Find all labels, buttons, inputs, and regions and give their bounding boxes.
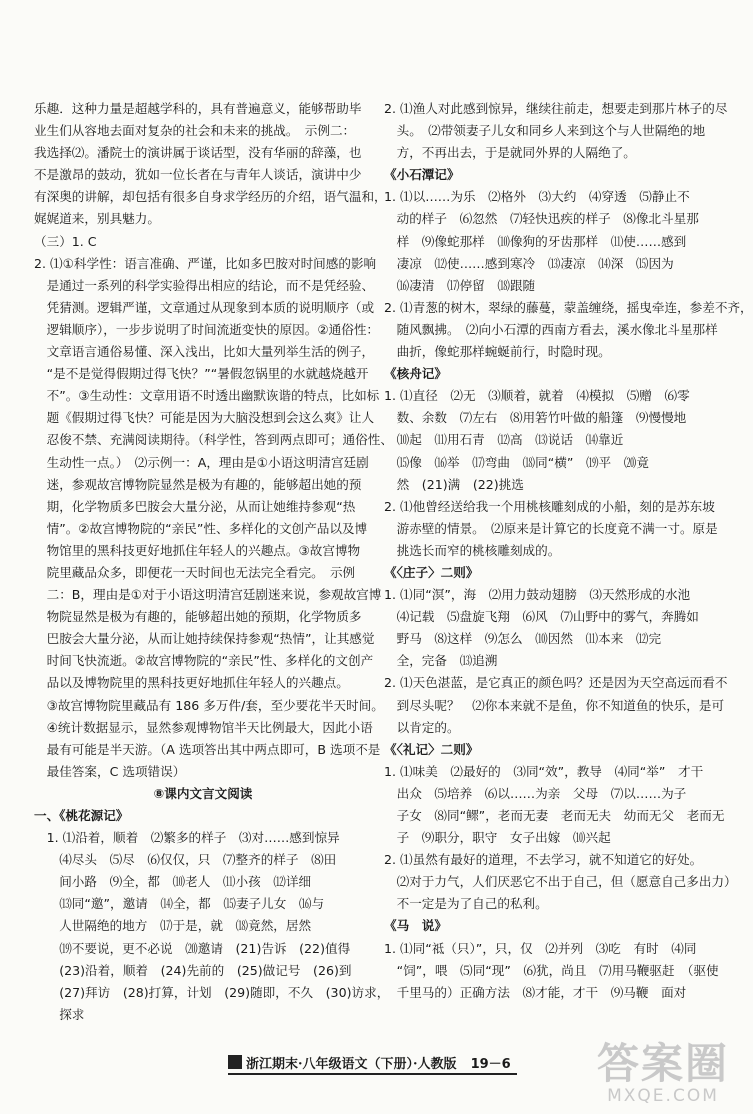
text-line: 娓娓道来，别具魅力。 xyxy=(34,211,160,227)
text-line: 题《假期过得飞快？可能是因为大脑没想到会这么爽》让人 xyxy=(34,410,375,426)
text-line: 子女 ⑻同“鳏”，老而无妻 老而无夫 幼而无父 老而无 xyxy=(384,808,725,823)
text-line: 曲折，像蛇那样蜿蜒前行，时隐时现。 xyxy=(384,344,611,360)
text-line: 1. ⑴味美 ⑵最好的 ⑶同“效”，教导 ⑷同“举” 才干 xyxy=(384,763,704,779)
text-line: 凭猜测。逻辑严谨，文章通过从现象到本质的说明顺序（或 xyxy=(34,299,375,315)
text-line: 文章语言通俗易懂、深入浅出，比如大量列举生活的例子， xyxy=(34,344,375,360)
text-line: 最有可能是半天游。（A 选项答出其中两点即可，B 选项不是 xyxy=(34,741,381,757)
text-line: ⒆不要说，更不必说 ⒇邀请 (21)告诉 (22)值得 xyxy=(34,940,351,956)
text-line: (23)沿着，顺着 (24)先前的 (25)做记号 (26)到 xyxy=(34,962,352,978)
text-line: “饲”，喂 ⑸同“现” ⑹犹，尚且 ⑺用马鞭驱赶 （驱使 xyxy=(384,962,719,978)
text-line: 1. ⑴沿着，顺着 ⑵繁多的样子 ⑶对……感到惊异 xyxy=(34,830,340,846)
text-line: ⑽起 ⑾用石青 ⑿高 ⒀说话 ⒁靠近 xyxy=(384,432,624,448)
section-heading: 《小石潭记》 xyxy=(384,167,460,183)
text-line: “是不是觉得假期过得飞快？”“暑假忽锅里的水就越烧越开 xyxy=(34,366,369,382)
text-line: 全，完备 ⒀追溯 xyxy=(384,653,498,669)
text-line: 1. ⑴同“溟”，海 ⑵用力鼓动翅膀 ⑶天然形成的水池 xyxy=(384,587,691,603)
text-line: 人世隔绝的地方 ⒄于是，就 ⒅竟然，居然 xyxy=(34,918,312,934)
text-line: 动的样子 ⑹忽然 ⑺轻快迅疾的样子 ⑻像北斗星那 xyxy=(384,211,699,227)
text-line: 2. ⑴①科学性：语言准确、严谨，比如多巴胺对时间感的影响 xyxy=(34,255,377,271)
text-line: 不是激昂的鼓动，犹如一位长者在与青年人谈话，演讲中少 xyxy=(34,167,362,183)
text-line: 2. ⑴虽然有最好的道理，不去学习，就不知道它的好处。 xyxy=(384,852,703,868)
section-heading: 《〈庄子〉二则》 xyxy=(384,564,479,580)
text-line: 数、余数 ⑺左右 ⑻用箬竹叶做的船篷 ⑼慢慢地 xyxy=(384,410,687,426)
text-line: 方，不再出去，于是就同外界的人隔绝了。 xyxy=(384,145,636,161)
text-line: ⒀同“邀”，邀请 ⒁全，都 ⒂妻子儿女 ⒃与 xyxy=(34,896,325,912)
text-line: 2. ⑴渔人对此感到惊异，继续往前走，想要走到那片林子的尽 xyxy=(384,101,728,116)
text-line: 出众 ⑸培养 ⑹以……为亲 父母 ⑺以……为子 xyxy=(384,785,687,801)
text-line: ③故宫博物院里藏品有 186 多万件/套，至少要花半天时间。 xyxy=(34,697,384,713)
text-line: 巴胺会大量分泌，从而让她持续保持参观“热情”，让其感觉 xyxy=(34,631,375,647)
text-line: ⑷记载 ⑸盘旋飞翔 ⑹风 ⑺山野中的雾气，奔腾如 xyxy=(384,609,699,625)
text-line: 乐趣．这种力量是超越学科的，具有普遍意义，能够帮助毕 xyxy=(34,101,362,116)
text-line: 到尽头呢？ ⑵你本来就不是鱼，你不知道鱼的快乐，是可 xyxy=(384,697,725,713)
section-heading: 《〈礼记〉二则》 xyxy=(384,741,479,757)
left-column xyxy=(34,98,393,1026)
section-heading: 《马 说》 xyxy=(384,918,447,934)
text-line: 时间飞快流逝。②故宫博物院的“亲民”性、多样化的文创产 xyxy=(34,653,374,669)
text-line: 凄凉 ⑿使……感到寒冷 ⒀凄凉 ⒁深 ⒂因为 xyxy=(384,255,674,271)
text-line: ⑷尽头 ⑸尽 ⑹仅仅，只 ⑺整齐的样子 ⑻田 xyxy=(34,852,337,868)
section-heading: 《核舟记》 xyxy=(384,366,447,382)
text-line: 是通过一系列的科学实验得出相应的结论，而不是凭经验、 xyxy=(34,277,375,293)
text-line: 有深奥的讲解，却包括有很多自身求学经历的介绍，语气温和， xyxy=(34,189,387,205)
text-line: 我选择⑵。潘院士的演讲属于谈话型，没有华丽的辞藻，也 xyxy=(34,145,362,161)
text-line: （三）1. C xyxy=(34,233,97,249)
text-line: 情”。②故宫博物院的“亲民”性、多样化的文创产品以及博 xyxy=(34,520,368,536)
text-line: 2. ⑴青葱的树木，翠绿的藤蔓，蒙盖缠绕，摇曳牵连，参差不齐， xyxy=(384,299,753,315)
right-column xyxy=(384,98,753,1004)
text-line: 以肯定的。 xyxy=(384,719,460,735)
text-line: 野马 ⑻这样 ⑼怎么 ⑽因然 ⑾本来 ⑿完 xyxy=(384,631,662,647)
text-line: 物馆里的黑科技更好地抓住年轻人的兴趣点。③故宫博物 xyxy=(34,542,361,558)
text-line: 期，化学物质多巴胺会大量分泌，从而让她维持参观“热 xyxy=(34,498,356,514)
text-line: 业生们从容地去面对复杂的社会和未来的挑战。 示例二： xyxy=(34,123,356,139)
text-line: 二：B，理由是①对于小语这明清宫廷剧迷来说，参观故宫博 xyxy=(34,587,382,603)
text-line: (27)拜访 (28)打算，计划 (29)随即，不久 (30)访求， xyxy=(34,984,390,1000)
text-line: ④统计数据显示，显然参观博物馆半天比例最大，因此小语 xyxy=(34,719,373,735)
text-line: 迷，参观故宫博物院显然是极为有趣的，能够超出她的预 xyxy=(34,476,362,492)
section-heading: 一、《桃花源记》 xyxy=(34,808,129,823)
text-line: ⑵对于力气，人们厌恶它不出于自己，但（愿意自己多出力） xyxy=(384,874,737,890)
text-line: 生动性一点。） ⑵示例一：A，理由是①小语这明清宫廷剧 xyxy=(34,454,369,470)
page-number: 19－6 xyxy=(470,1056,511,1072)
text-line: 挑选长而窄的桃核雕刻成的。 xyxy=(384,542,561,558)
text-line: 物院显然是极为有趣的，能够超出她的预期，化学物质多 xyxy=(34,609,362,625)
watermark-url: MXQE.COM xyxy=(607,1086,719,1106)
text-line: 品以及博物院里的黑科技更好地抓住年轻人的兴趣点。 xyxy=(34,675,349,691)
text-line: 然 (21)满 (22)挑选 xyxy=(384,476,524,492)
text-line: 1. ⑴直径 ⑵无 ⑶顺着，就着 ⑷模拟 ⑸赠 ⑹零 xyxy=(384,388,690,404)
footer-title: 浙江期末·八年级语文（下册）·人教版 xyxy=(246,1056,457,1072)
book-icon xyxy=(228,1055,242,1069)
text-line: ⒃凄清 ⒄停留 ⒅跟随 xyxy=(384,277,536,293)
text-line: 1. ⑴同“祗（只）”，只，仅 ⑵并列 ⑶吃 有时 ⑷同 xyxy=(384,940,697,956)
watermark-logo xyxy=(588,1039,738,1106)
text-line: 院里藏品众多，即便花一天时间也无法完全看完。 示例 xyxy=(34,564,356,580)
text-line: 探求 xyxy=(34,1006,85,1022)
text-line: 游赤壁的情景。 ⑵原来是计算它的长度竟不满一寸。原是 xyxy=(384,520,718,536)
text-line: 千里马的）正确方法 ⑻才能，才干 ⑼马鞭 面对 xyxy=(384,984,687,1000)
text-line: 逻辑顺序），一步步说明了时间流逝变快的原因。②通俗性： xyxy=(34,321,380,337)
text-line: 2. ⑴他曾经送给我一个用桃核雕刻成的小船，刻的是苏东坡 xyxy=(384,498,715,514)
section-heading: ⑧课内文言文阅读 xyxy=(153,785,253,801)
text-line: 随风飘拂。 ⑵向小石潭的西南方看去，溪水像北斗星那样 xyxy=(384,321,718,337)
text-line: 子 ⑼职分，职守 女子出嫁 ⑽兴起 xyxy=(384,830,611,846)
page-footer xyxy=(228,1051,517,1075)
text-line: ⒂像 ⒃举 ⒄弯曲 ⒅同“横” ⒆平 ⒇竟 xyxy=(384,454,649,470)
watermark-text: 答案圈 xyxy=(596,1039,729,1088)
text-line: 样 ⑼像蛇那样 ⑽像狗的牙齿那样 ⑾使……感到 xyxy=(384,233,687,249)
text-line: 不一定是为了自己的私利。 xyxy=(384,896,548,912)
text-line: 忍俊不禁、充满阅读期待。（科学性，答到两点即可；通俗性、 xyxy=(34,432,393,448)
text-line: 2. ⑴天色湛蓝，是它真正的颜色吗？还是因为天空高远而看不 xyxy=(384,675,728,691)
text-line: 间小路 ⑼全，都 ⑽老人 ⑾小孩 ⑿详细 xyxy=(34,874,312,890)
text-line: 1. ⑴以……为乐 ⑵格外 ⑶大约 ⑷穿透 ⑸静止不 xyxy=(384,189,690,205)
text-line: 头。 ⑵带领妻子儿女和同乡人来到这个与人世隔绝的地 xyxy=(384,123,706,139)
text-line: 最佳答案，C 选项错误） xyxy=(34,763,186,779)
text-line: 不”。③生动性：文章用语不时透出幽默诙谐的特点，比如标 xyxy=(34,388,380,404)
